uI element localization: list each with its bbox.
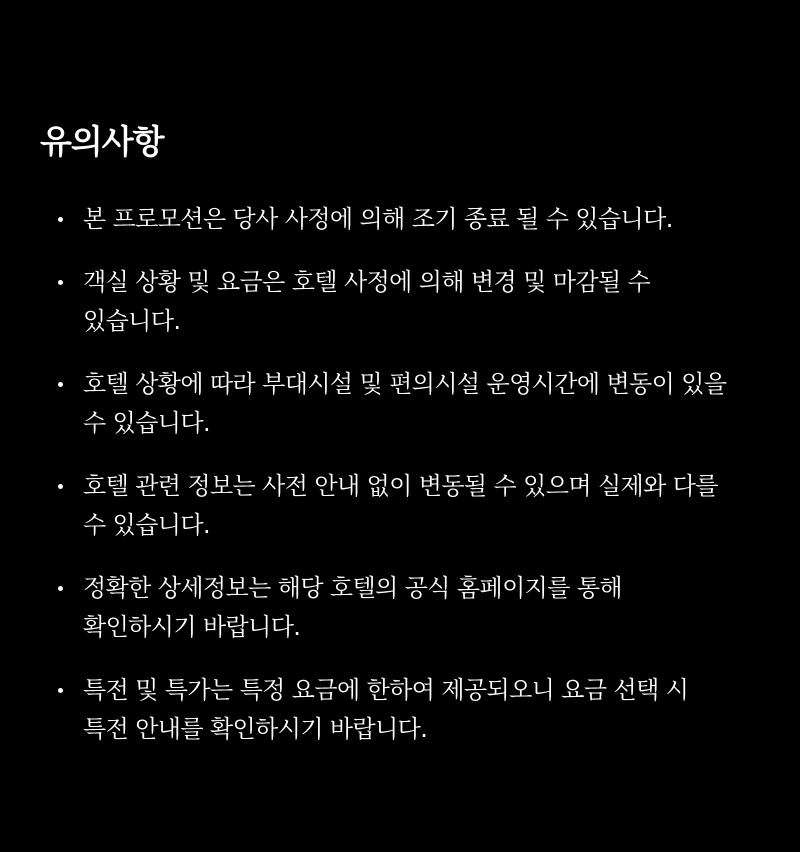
- list-item: [40, 263, 733, 341]
- list-item: [40, 200, 733, 239]
- bullet-icon: [58, 217, 63, 222]
- list-item: [40, 569, 733, 647]
- bullet-icon: [58, 484, 63, 489]
- notice-title: 유의사항: [40, 122, 164, 161]
- notice-item-text: 객실 상황 및 요금은 호텔 사정에 의해 변경 및 마감될 수 있습니다.: [83, 268, 651, 335]
- bullet-icon: [58, 382, 63, 387]
- bullet-icon: [58, 586, 63, 591]
- bullet-icon: [58, 280, 63, 285]
- notice-item-text: 본 프로모션은 당사 사정에 의해 조기 종료 될 수 있습니다.: [83, 205, 673, 233]
- notice-item-text: 정확한 상세정보는 해당 호텔의 공식 홈페이지를 통해 확인하시기 바랍니다.: [83, 574, 623, 641]
- bullet-icon: [58, 688, 63, 693]
- notice-item-text: 호텔 상황에 따라 부대시설 및 편의시설 운영시간에 변동이 있을 수 있습니다.: [83, 370, 727, 437]
- notice-item-text: 특전 및 특가는 특정 요금에 한하여 제공되오니 요금 선택 시 특전 안내를 확인하시기 바랍니다.: [83, 676, 689, 743]
- list-item: [40, 467, 733, 545]
- list-item: [40, 671, 733, 749]
- notice-item-text: 호텔 관련 정보는 사전 안내 없이 변동될 수 있으며 실제와 다를 수 있습니다.: [83, 472, 718, 539]
- notice-list: [40, 200, 760, 749]
- list-item: [40, 365, 733, 443]
